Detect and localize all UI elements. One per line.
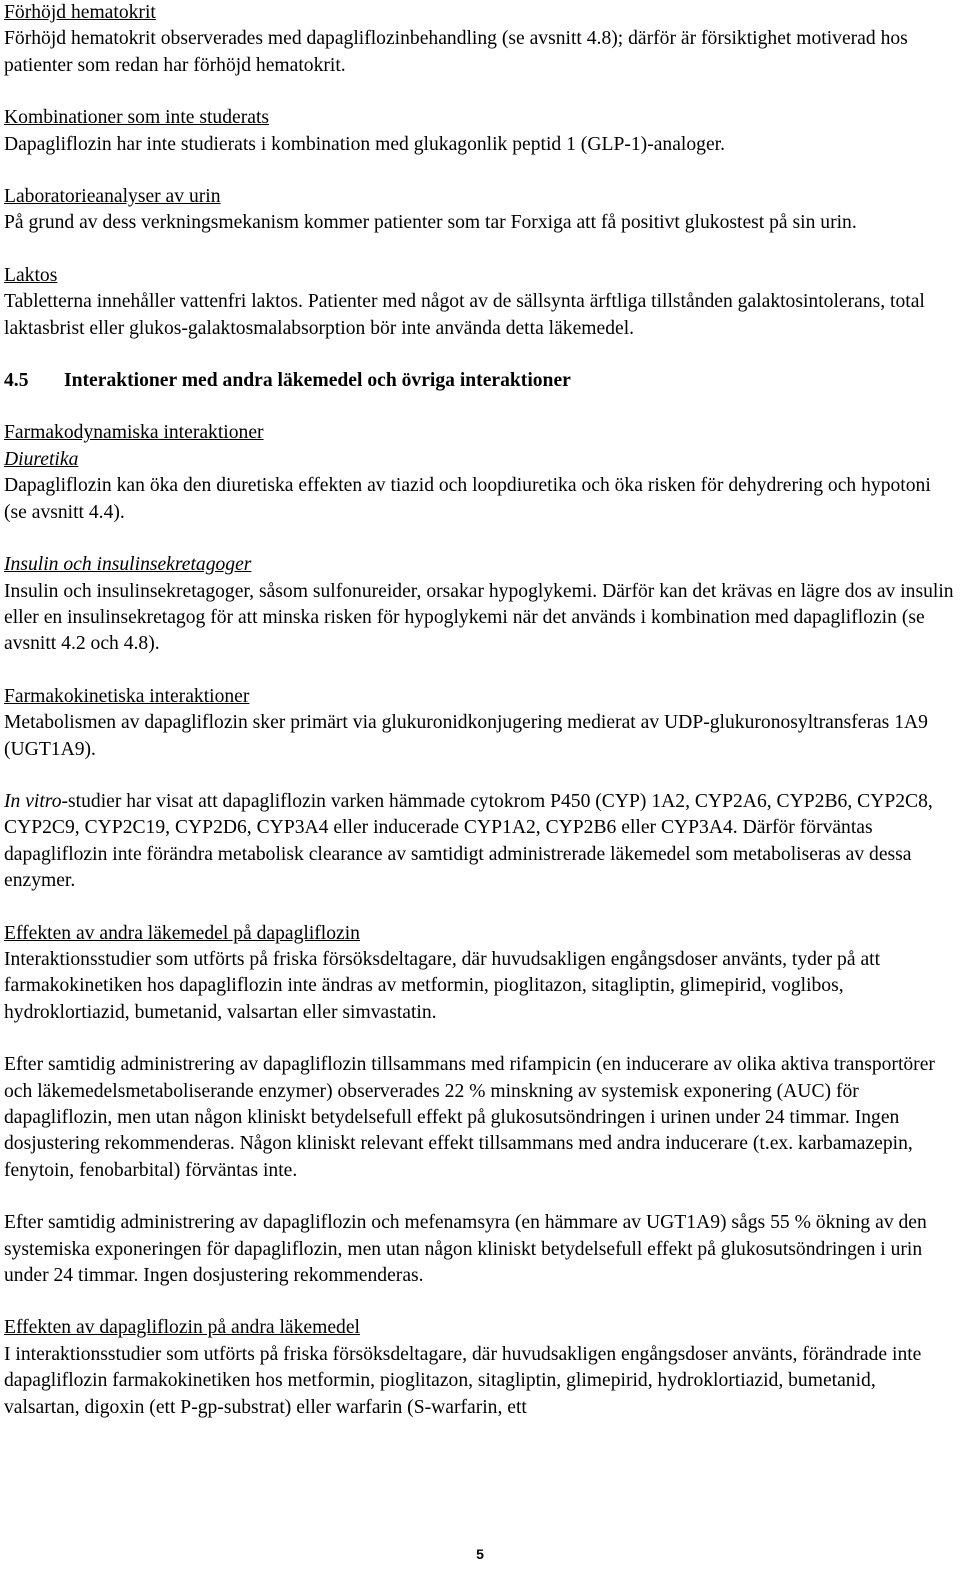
paragraph-diuretika: Dapagliflozin kan öka den diuretiska effekten av tiazid och loopdiuretika och öka risken för dehydrering och hypotoni (se avsnitt 4.4). bbox=[4, 475, 931, 523]
subheading-insulin: Insulin och insulinsekretagoger bbox=[4, 554, 252, 576]
paragraph-laboratorieanalyser: På grund av dess verkningsmekanism kommer patienter som tar Forxiga att få positivt glukostest på sin urin. bbox=[4, 212, 857, 234]
section-heading bbox=[4, 368, 956, 394]
heading-effekten-pa-dapagliflozin: Effekten av andra läkemedel på dapagliflozin bbox=[4, 922, 360, 944]
heading-effekten-av-dapagliflozin: Effekten av dapagliflozin på andra läkemedel bbox=[4, 1317, 360, 1339]
paragraph-metabolism: Metabolismen av dapagliflozin sker primärt via glukuronidkonjugering medierat av UDP-glukuronosyltransferas 1A9 (UGT1A9). bbox=[4, 712, 928, 760]
heading-hematokrit: Förhöjd hematokrit bbox=[4, 2, 156, 23]
heading-kombinationer: Kombinationer som inte studerats bbox=[4, 107, 270, 129]
in-vitro-text: -studier har visat att dapagliflozin varken hämmade cytokrom P450 (CYP) 1A2, CYP2A6, CYP2B6, CYP2C8, CYP2C9, CYP2C19, CYP2D6, CYP3A4 eller inducerade CYP1A2, CYP2B6 eller CYP3A4. Därför förväntas dapagliflozin inte förändra metabolisk clearance av samtidigt administrerade läkemedel som metaboliseras av dessa enzymer. bbox=[4, 790, 933, 892]
in-vitro-term: In vitro bbox=[4, 790, 62, 812]
paragraph-in-vitro bbox=[4, 789, 956, 895]
paragraph-effekten-av-dapagliflozin: I interaktionsstudier som utförts på friska försöksdeltagare, där huvudsakligen engångsdoser använts, förändrade inte dapagliflozin farmakokinetiken hos metformin, pioglitazon, sitagliptin, glimepirid, hydroklortiazid, bumetanid, valsartan, digoxin (ett P-gp-substrat) eller warfarin (S-warfarin, ett bbox=[4, 1343, 922, 1418]
heading-laboratorieanalyser: Laboratorieanalyser av urin bbox=[4, 186, 221, 208]
heading-laktos: Laktos bbox=[4, 264, 58, 286]
subheading-diuretika: Diuretika bbox=[4, 448, 79, 470]
paragraph-mefenamsyra: Efter samtidig administrering av dapagliflozin och mefenamsyra (en hämmare av UGT1A9) sågs 55 % ökning av den systemiska exponeringen för dapagliflozin, men utan någon kliniskt betydelsefull effekt på glukosutsöndringen i urin under 24 timmar. Ingen dosjustering rekommenderas. bbox=[4, 1212, 927, 1287]
section-title: Interaktioner med andra läkemedel och övriga interaktioner bbox=[64, 370, 571, 392]
paragraph-interaktionsstudier: Interaktionsstudier som utförts på friska försöksdeltagare, där huvudsakligen engångsdoser använts, tyder på att farmakokinetiken hos dapagliflozin inte ändras av metformin, pioglitazon, sitagliptin, glimepirid, voglibos, hydroklortiazid, bumetanid, valsartan eller simvastatin. bbox=[4, 948, 881, 1023]
paragraph-insulin: Insulin och insulinsekretagoger, såsom sulfonureider, orsakar hypoglykemi. Därför kan det krävas en lägre dos av insulin eller en insulinsekretagog för att minska risken för hypoglykemi när det används i kombination med dapagliflozin (se avsnitt 4.2 och 4.8). bbox=[4, 580, 954, 655]
heading-farmakokinetiska: Farmakokinetiska interaktioner bbox=[4, 685, 250, 707]
paragraph-kombinationer: Dapagliflozin har inte studierats i kombination med glukagonlik peptid 1 (GLP-1)-analoger. bbox=[4, 133, 725, 155]
section-number: 4.5 bbox=[4, 370, 29, 392]
page-number: 5 bbox=[476, 1546, 484, 1562]
paragraph-laktos: Tabletterna innehåller vattenfri laktos. Patienter med något av de sällsynta ärftliga tillstånden galaktosintolerans, total laktasbrist eller glukos-galaktosmalabsorption bör inte använda detta läkemedel. bbox=[4, 291, 925, 339]
paragraph-rifampicin: Efter samtidig administrering av dapagliflozin tillsammans med rifampicin (en inducerare av olika aktiva transportörer och läkemedelsmetaboliserande enzymer) observerades 22 % minskning av systemisk exponering (AUC) för dapagliflozin, men utan någon kliniskt betydelsefull effekt på glukosutsöndringen i urinen under 24 timmar. Ingen dosjustering rekommenderas. Någon kliniskt relevant effekt tillsammans med andra inducerare (t.ex. karbamazepin, fenytoin, fenobarbital) förväntas inte. bbox=[4, 1054, 935, 1181]
heading-farmakodynamiska: Farmakodynamiska interaktioner bbox=[4, 422, 264, 444]
document-page bbox=[4, 0, 956, 1421]
paragraph-hematokrit: Förhöjd hematokrit observerades med dapagliflozinbehandling (se avsnitt 4.8); därför är försiktighet motiverad hos patienter som redan har förhöjd hematokrit. bbox=[4, 28, 908, 76]
